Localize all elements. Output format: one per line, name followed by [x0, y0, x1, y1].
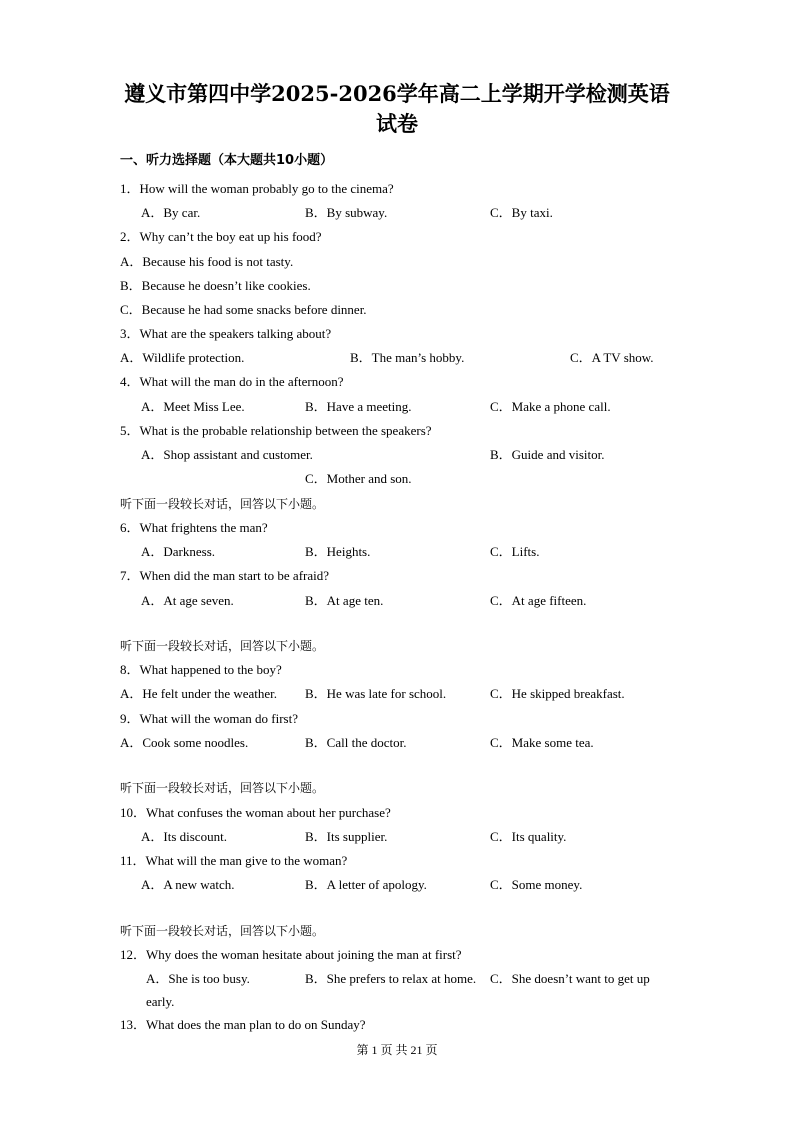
- q5-option-c: C．Mother and son.: [305, 471, 412, 486]
- q9-option-a: A．Cook some noodles.: [120, 735, 249, 750]
- q6-option-a: A．Darkness.: [141, 544, 216, 559]
- q9-option-b: B．Call the doctor.: [305, 735, 407, 750]
- question-1: 1．How will the woman probably go to the cinema?: [120, 181, 394, 196]
- q4-option-a: A．Meet Miss Lee.: [141, 399, 245, 414]
- q3-option-a: A．Wildlife protection.: [120, 350, 245, 365]
- q4-option-b: B．Have a meeting.: [305, 399, 412, 414]
- q7-option-c: C．At age fifteen.: [490, 593, 587, 608]
- dialog-intro: 听下面一段较长对话，回答以下小题。: [120, 639, 325, 653]
- q6-option-c: C．Lifts.: [490, 544, 540, 559]
- section-heading: 一、听力选择题（本大题共10小题）: [120, 153, 334, 168]
- dialog-intro: 听下面一段较长对话，回答以下小题。: [120, 781, 325, 795]
- q3-option-c: C．A TV show.: [570, 350, 654, 365]
- q2-option-a: A．Because his food is not tasty.: [120, 254, 294, 269]
- q11-option-c: C．Some money.: [490, 877, 583, 892]
- question-11: 11．What will the man give to the woman?: [120, 853, 348, 868]
- question-4: 4．What will the man do in the afternoon?: [120, 374, 344, 389]
- q12-option-a: A．She is too busy.: [146, 971, 250, 986]
- q5-option-a: A．Shop assistant and customer.: [141, 447, 313, 462]
- q2-option-c: C．Because he had some snacks before dinner.: [120, 302, 367, 317]
- page-footer: 第 1 页 共 21 页: [356, 1043, 438, 1057]
- q1-option-c: C．By taxi.: [490, 205, 553, 220]
- question-13: 13．What does the man plan to do on Sunday?: [120, 1017, 366, 1032]
- q2-option-b: B．Because he doesn’t like cookies.: [120, 278, 311, 293]
- question-6: 6．What frightens the man?: [120, 520, 268, 535]
- q9-option-c: C．Make some tea.: [490, 735, 594, 750]
- q11-option-a: A．A new watch.: [141, 877, 235, 892]
- q6-option-b: B．Heights.: [305, 544, 371, 559]
- q12-option-c: C．She doesn’t want to get up: [490, 971, 650, 986]
- question-3: 3．What are the speakers talking about?: [120, 326, 332, 341]
- q10-option-b: B．Its supplier.: [305, 829, 388, 844]
- title-line-2: 试卷: [376, 111, 418, 136]
- q8-option-a: A．He felt under the weather.: [120, 686, 278, 701]
- q12-option-c-continued: early.: [146, 994, 175, 1009]
- question-12: 12．Why does the woman hesitate about joining the man at first?: [120, 947, 462, 962]
- q3-option-b: B．The man’s hobby.: [350, 350, 465, 365]
- q8-option-b: B．He was late for school.: [305, 686, 447, 701]
- q8-option-c: C．He skipped breakfast.: [490, 686, 625, 701]
- question-7: 7．When did the man start to be afraid?: [120, 568, 330, 583]
- question-2: 2．Why can’t the boy eat up his food?: [120, 229, 322, 244]
- q5-option-b: B．Guide and visitor.: [490, 447, 605, 462]
- question-8: 8．What happened to the boy?: [120, 662, 282, 677]
- q1-option-b: B．By subway.: [305, 205, 388, 220]
- dialog-intro: 听下面一段较长对话，回答以下小题。: [120, 497, 325, 511]
- title-line-1: 遵义市第四中学2025-2026学年高二上学期开学检测英语: [124, 81, 670, 106]
- q12-option-b: B．She prefers to relax at home.: [305, 971, 477, 986]
- q1-option-a: A．By car.: [141, 205, 201, 220]
- q10-option-a: A．Its discount.: [141, 829, 227, 844]
- q10-option-c: C．Its quality.: [490, 829, 567, 844]
- question-5: 5．What is the probable relationship between the speakers?: [120, 423, 432, 438]
- q11-option-b: B．A letter of apology.: [305, 877, 427, 892]
- q4-option-c: C．Make a phone call.: [490, 399, 611, 414]
- dialog-intro: 听下面一段较长对话，回答以下小题。: [120, 924, 325, 938]
- q7-option-b: B．At age ten.: [305, 593, 384, 608]
- question-9: 9．What will the woman do first?: [120, 711, 298, 726]
- question-10: 10．What confuses the woman about her purchase?: [120, 805, 391, 820]
- q7-option-a: A．At age seven.: [141, 593, 234, 608]
